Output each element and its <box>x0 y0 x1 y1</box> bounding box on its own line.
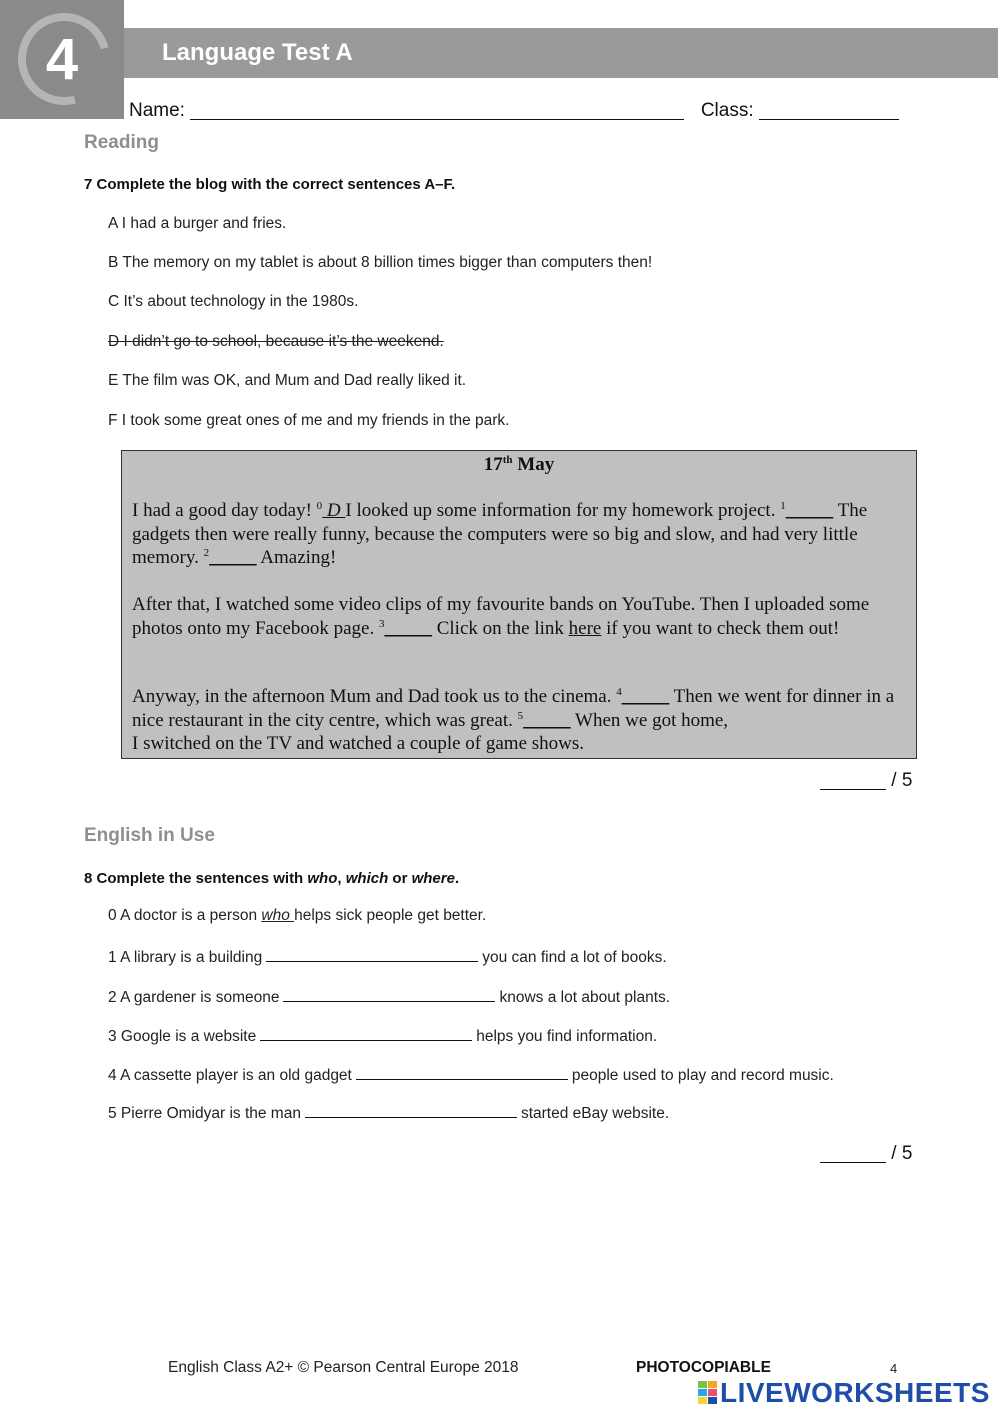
footer-photocopiable: PHOTOCOPIABLE <box>636 1359 771 1376</box>
english-in-use-score: / 5 <box>820 1143 912 1165</box>
blog-link-here[interactable]: here <box>568 617 602 639</box>
option-b: B The memory on my tablet is about 8 billion times bigger than computers then! <box>108 254 653 271</box>
sentence-0-example: 0 A doctor is a person who helps sick people get better. <box>108 907 487 924</box>
option-a: A I had a burger and fries. <box>108 215 287 232</box>
blog-gap-5[interactable]: _____ <box>523 709 571 731</box>
sentence-3: 3 Google is a website helps you find information. <box>108 1025 657 1046</box>
answer-field-1[interactable] <box>266 946 478 962</box>
english-in-use-score-field[interactable] <box>820 1144 886 1163</box>
option-d-example: D I didn’t go to school, because it’s the weekend. <box>108 333 444 350</box>
liveworksheets-blocks-icon <box>698 1381 718 1405</box>
sentence-4: 4 A cassette player is an old gadget people used to play and record music. <box>108 1064 834 1085</box>
answer-field-3[interactable] <box>260 1025 472 1041</box>
class-label: Class: <box>700 100 754 121</box>
blog-gap-4[interactable]: _____ <box>621 686 670 707</box>
blog-gap-1[interactable]: _____ <box>785 500 834 521</box>
english-in-use-instruction: 8 Complete the sentences with who, which or where. <box>84 870 460 887</box>
blog-gap-3[interactable]: _____ <box>384 617 432 639</box>
header-bar <box>124 28 998 78</box>
sentence-2: 2 A gardener is someone knows a lot about plants. <box>108 986 670 1007</box>
sentence-1: 1 A library is a building you can find a lot of books. <box>108 946 667 967</box>
name-class-row <box>129 99 899 122</box>
option-f: F I took some great ones of me and my friends in the park. <box>108 412 510 429</box>
liveworksheets-wordmark: LIVEWORKSHEETS <box>720 1377 990 1408</box>
class-field[interactable] <box>759 99 899 120</box>
blog-box <box>121 450 917 759</box>
option-e: E The film was OK, and Mum and Dad really liked it. <box>108 372 467 389</box>
footer-copyright: English Class A2+ © Pearson Central Europe 2018 <box>168 1359 519 1376</box>
option-c: C It’s about technology in the 1980s. <box>108 293 359 310</box>
answer-field-2[interactable] <box>283 986 495 1002</box>
name-label: Name: <box>129 100 185 121</box>
blog-gap-2[interactable]: _____ <box>209 547 257 568</box>
blog-paragraph-2: After that, I watched some video clips of my favourite bands on YouTube. Then I uploaded some photos onto my Facebook page. $^3$_____ Click on the link here if you want to check them out! <box>132 594 870 639</box>
liveworksheets-logo <box>698 1377 990 1409</box>
blog-paragraph-3: Anyway, in the afternoon Mum and Dad took us to the cinema. $^4$_____ Then we went for dinner in a nice restaurant in the city centre, which was great. $^5$_____ When we got home, I switched on the TV and watched a couple of game shows. <box>132 686 895 754</box>
unit-badge <box>0 0 124 119</box>
answer-field-5[interactable] <box>305 1102 517 1118</box>
page-number: 4 <box>890 1361 898 1376</box>
reading-instruction: 7 Complete the blog with the correct sentences A–F. <box>84 176 456 193</box>
unit-number: 4 <box>45 27 79 92</box>
reading-score: / 5 <box>820 770 912 792</box>
answer-field-4[interactable] <box>356 1064 568 1080</box>
name-field[interactable] <box>190 99 684 120</box>
reading-heading: Reading <box>84 132 159 153</box>
blog-gap-0: D <box>322 500 346 521</box>
sentence-5: 5 Pierre Omidyar is the man started eBay website. <box>108 1102 669 1123</box>
english-in-use-heading: English in Use <box>84 825 215 846</box>
test-title: Language Test A <box>162 39 353 66</box>
blog-paragraph-1: I had a good day today! $^0$ D I looked up some information for my homework project. $^1$_____ The gadgets then were really funny, because the computers were so big and slow, and had very little memory. $^2$_____ Amazing! <box>132 500 868 568</box>
example-answer: who <box>261 907 295 924</box>
reading-score-field[interactable] <box>820 771 886 790</box>
blog-date: 17th May <box>483 454 555 475</box>
